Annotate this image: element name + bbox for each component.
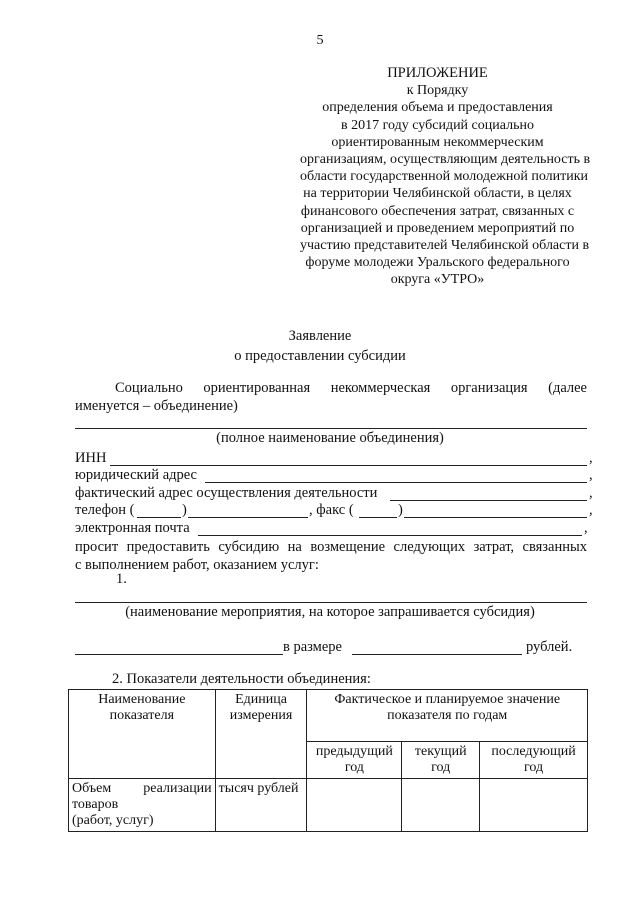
annex-line: в 2017 году субсидий социально xyxy=(341,117,534,133)
header-unit: Единица измерения xyxy=(215,690,307,779)
intro-paragraph xyxy=(75,379,587,415)
inn-label: ИНН xyxy=(75,450,107,466)
request-line-2: с выполнением работ, оказанием услуг: xyxy=(75,557,319,573)
amount-currency: рублей. xyxy=(526,639,573,655)
annex-line: организациям, осуществляющим деятельность в xyxy=(300,152,591,168)
annex-line: к Порядку xyxy=(406,83,469,99)
phone-paren-close: ) xyxy=(182,502,187,518)
email-field[interactable] xyxy=(198,535,582,536)
cell-prev-value[interactable] xyxy=(307,779,402,832)
actual-address-label: фактический адрес осуществления деятельности xyxy=(75,485,378,501)
annex-line: участию представителей Челябинской области в xyxy=(300,238,590,254)
cell-next-value[interactable] xyxy=(480,779,588,832)
legal-address-field[interactable] xyxy=(205,482,587,483)
event-name-field[interactable] xyxy=(75,602,587,603)
intro-line-1: Социально ориентированная некоммерческая организация (далее xyxy=(115,380,587,396)
event-description-field[interactable] xyxy=(75,654,283,655)
cell-unit: тысяч рублей xyxy=(215,779,307,832)
cell-indicator-name: Объем реализации товаров (работ, услуг) xyxy=(69,779,216,832)
fax-code-field[interactable] xyxy=(359,517,397,518)
annex-line: форуме молодежи Уральского федерального xyxy=(305,255,570,271)
header-values: Фактическое и планируемое значение показателя по годам xyxy=(307,690,588,742)
inn-field[interactable] xyxy=(110,465,587,466)
table-row xyxy=(69,779,588,832)
intro-line-2: именуется – объединение) xyxy=(75,398,238,414)
line-comma: , xyxy=(589,467,593,483)
annex-line: области государственной молодежной политики xyxy=(300,169,589,185)
email-label: электронная почта xyxy=(75,520,190,536)
fullname-field[interactable] xyxy=(75,428,587,429)
request-paragraph xyxy=(75,538,587,574)
header-curr-year: текущий год xyxy=(402,742,480,779)
fax-number-field[interactable] xyxy=(404,517,587,518)
page-number: 5 xyxy=(316,33,324,48)
line-comma: , xyxy=(589,450,593,466)
actual-address-field[interactable] xyxy=(390,500,587,501)
annex-line: ориентированным некоммерческим xyxy=(331,134,544,150)
annex-line: определения объема и предоставления xyxy=(322,100,553,116)
item-number: 1. xyxy=(116,571,127,587)
document-heading xyxy=(190,326,450,366)
legal-address-label: юридический адрес xyxy=(75,467,197,483)
line-comma: , xyxy=(589,485,593,501)
line-comma: , xyxy=(584,520,588,536)
event-caption: (наименование мероприятия, на которое запрашивается субсидия) xyxy=(125,604,535,620)
header-prev-year: предыдущий год xyxy=(307,742,402,779)
annex-block xyxy=(300,65,591,289)
phone-number-field[interactable] xyxy=(188,517,308,518)
annex-line: организацией и проведением мероприятий по xyxy=(300,220,575,236)
annex-line: на территории Челябинской области, в целях xyxy=(303,186,572,202)
heading-subtitle: о предоставлении субсидии xyxy=(234,348,406,364)
heading-title: Заявление xyxy=(288,328,352,344)
fax-paren-close: ) xyxy=(398,502,403,518)
header-indicator-name: Наименование показателя xyxy=(69,690,216,779)
indicators-table xyxy=(68,689,588,832)
request-line-1: просит предоставить субсидию на возмещение следующих затрат, связанных xyxy=(75,539,587,555)
amount-field[interactable] xyxy=(352,654,522,655)
cell-curr-value[interactable] xyxy=(402,779,480,832)
annex-title: ПРИЛОЖЕНИЕ xyxy=(387,65,488,81)
fax-label: , факс ( xyxy=(309,502,354,518)
line-comma: , xyxy=(589,502,593,518)
indicators-title: 2. Показатели деятельности объединения: xyxy=(112,671,371,687)
header-next-year: последующий год xyxy=(480,742,588,779)
phone-code-field[interactable] xyxy=(137,517,181,518)
annex-line: округа «УТРО» xyxy=(390,272,485,288)
fullname-caption: (полное наименование объединения) xyxy=(216,430,444,446)
phone-label: телефон ( xyxy=(75,502,135,518)
amount-label: в размере xyxy=(283,639,342,655)
annex-line: финансового обеспечения затрат, связанных с xyxy=(300,203,575,219)
